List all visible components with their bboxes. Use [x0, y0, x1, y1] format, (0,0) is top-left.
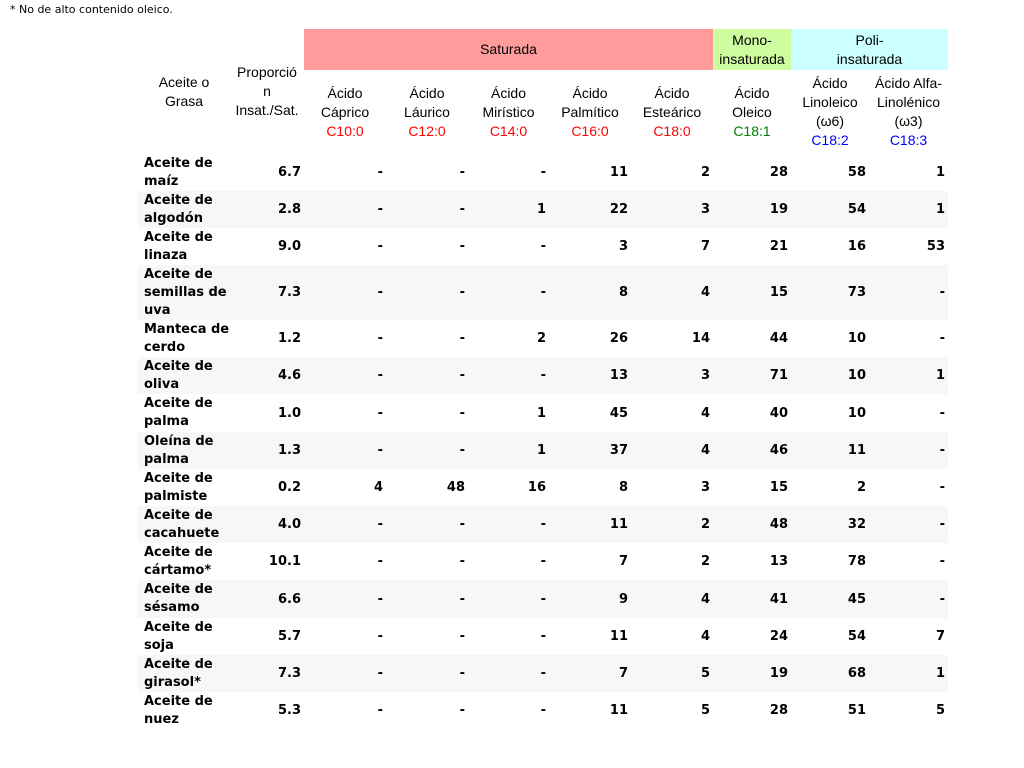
fatty-acid-table: [138, 29, 978, 729]
acid-code: C18:2: [811, 132, 849, 148]
value-cell: 7: [935, 629, 945, 644]
value-cell: 15: [713, 265, 791, 320]
value-cell: -: [304, 655, 386, 692]
value-cell: 2: [856, 480, 866, 495]
ratio-cell: 2.8: [230, 191, 304, 228]
ratio-cell: 0.2: [277, 480, 301, 495]
acid-header-linolenico: Ácido Alfa- Linolénico (ω3) C18:3: [869, 70, 948, 154]
value-cell: 14: [691, 331, 710, 346]
fat-name: Aceite de cártamo*: [144, 544, 213, 578]
fat-name: Aceite de palma: [144, 396, 213, 429]
value-cell: 54: [791, 191, 869, 228]
value-cell: 2: [700, 165, 710, 180]
fat-name: Aceite de girasol*: [138, 655, 230, 692]
value-cell: 2: [700, 554, 710, 569]
blank-cell: [948, 543, 978, 580]
value-cell: 37: [549, 432, 631, 469]
value-cell: 7: [700, 239, 710, 254]
value-cell: -: [459, 239, 465, 254]
blank-cell: [948, 320, 978, 357]
value-cell: 40: [769, 405, 788, 421]
value-cell: -: [869, 432, 948, 469]
blank-cell: [948, 357, 978, 394]
acid-code: C12:0: [408, 122, 446, 139]
value-cell: -: [468, 265, 549, 320]
value-cell: -: [939, 331, 945, 346]
value-cell: 11: [791, 432, 869, 469]
value-cell: 4: [631, 265, 713, 320]
value-cell: -: [377, 703, 383, 718]
value-cell: -: [540, 554, 546, 569]
value-cell: 19: [713, 191, 791, 228]
fat-name: Aceite de palmiste: [144, 470, 213, 504]
value-cell: 1: [869, 357, 948, 394]
acid-code: C16:0: [571, 122, 609, 139]
value-cell: -: [377, 629, 383, 644]
value-cell: 10: [847, 405, 866, 421]
value-cell: 22: [549, 191, 631, 228]
value-cell: 73: [791, 265, 869, 320]
value-cell: -: [869, 506, 948, 543]
table-row: [138, 506, 978, 543]
blank-cell: [948, 394, 978, 432]
poly-group-header: Poli- insaturada: [791, 29, 948, 70]
value-cell: 54: [847, 629, 866, 644]
acid-header-palmitico: Ácido Palmítico C16:0: [549, 70, 631, 154]
value-cell: 2: [631, 506, 713, 543]
value-cell: 1: [869, 655, 948, 692]
value-cell: -: [540, 239, 546, 254]
value-cell: -: [468, 655, 549, 692]
ratio-cell: 4.0: [230, 506, 304, 543]
value-cell: 13: [549, 357, 631, 394]
table-body: [138, 154, 978, 729]
value-cell: 1: [935, 165, 945, 180]
ratio-cell: 4.6: [230, 357, 304, 394]
value-cell: 16: [527, 480, 546, 495]
value-cell: -: [939, 480, 945, 495]
value-cell: -: [377, 165, 383, 180]
value-cell: 10: [791, 357, 869, 394]
blank-header-cell: [948, 70, 978, 154]
table-row: [138, 191, 978, 228]
value-cell: -: [377, 331, 383, 346]
value-cell: -: [386, 191, 468, 228]
value-cell: 5: [935, 703, 945, 718]
value-cell: 32: [791, 506, 869, 543]
value-cell: 48: [446, 480, 465, 495]
value-cell: 4: [700, 629, 710, 644]
acid-code: C14:0: [489, 122, 528, 139]
value-cell: 11: [609, 165, 628, 180]
value-cell: -: [377, 554, 383, 569]
value-cell: -: [386, 265, 468, 320]
value-cell: -: [304, 432, 386, 469]
fat-name: Aceite de maíz: [144, 155, 213, 189]
value-cell: 45: [609, 405, 628, 421]
ratio-cell: 5.3: [277, 703, 301, 718]
value-cell: 3: [700, 480, 710, 495]
ratio-cell: 5.7: [277, 629, 301, 644]
acid-header-linoleico: Ácido Linoleico (ω6) C18:2: [791, 70, 869, 154]
acid-code: C18:0: [653, 122, 691, 139]
acid-header-estearico: Ácido Esteárico C18:0: [631, 70, 713, 154]
acid-header-miristico: Ácido Mirístico C14:0: [468, 70, 549, 154]
value-cell: -: [540, 629, 546, 644]
value-cell: 8: [549, 265, 631, 320]
fat-name: Aceite de sésamo: [138, 580, 230, 618]
blank-cell: [948, 469, 978, 506]
value-cell: 68: [791, 655, 869, 692]
value-cell: -: [540, 165, 546, 180]
fat-column-header: Aceite o Grasa: [158, 73, 210, 109]
blank-cell: [948, 506, 978, 543]
value-cell: 46: [713, 432, 791, 469]
value-cell: 21: [769, 239, 788, 254]
value-cell: -: [386, 432, 468, 469]
value-cell: -: [386, 655, 468, 692]
value-cell: -: [304, 357, 386, 394]
value-cell: -: [459, 331, 465, 346]
value-cell: 2: [536, 331, 546, 346]
table-row: [138, 618, 978, 655]
ratio-column-header: Proporció n Insat./Sat.: [235, 64, 299, 118]
fat-name: Oleína de palma: [138, 432, 230, 469]
acid-code: C10:0: [326, 122, 364, 139]
value-cell: 7: [549, 655, 631, 692]
value-cell: -: [304, 265, 386, 320]
value-cell: 4: [700, 405, 710, 421]
fat-name: Manteca de cerdo: [144, 321, 230, 355]
value-cell: 13: [769, 554, 788, 569]
value-cell: -: [468, 506, 549, 543]
value-cell: -: [459, 703, 465, 718]
value-cell: 44: [769, 331, 788, 346]
blank-header-cell: [948, 29, 978, 70]
acid-header-oleico: Ácido Oleico C18:1: [713, 70, 791, 154]
value-cell: 9: [549, 580, 631, 618]
ratio-cell: 7.3: [230, 655, 304, 692]
value-cell: 1: [536, 405, 546, 421]
value-cell: -: [939, 554, 945, 569]
fat-name: Aceite de soja: [144, 619, 213, 653]
ratio-cell: 9.0: [277, 239, 301, 254]
value-cell: 3: [631, 357, 713, 394]
ratio-cell: 10.1: [268, 554, 301, 569]
value-cell: 15: [769, 480, 788, 495]
value-cell: 11: [609, 703, 628, 718]
value-cell: 24: [769, 629, 788, 644]
blank-cell: [948, 618, 978, 655]
table-row: [138, 692, 978, 729]
value-cell: 28: [769, 165, 788, 180]
value-cell: 11: [549, 506, 631, 543]
table-row: [138, 394, 978, 432]
value-cell: -: [386, 580, 468, 618]
table-row: [138, 265, 978, 320]
table-row: [138, 357, 978, 394]
value-cell: 5: [700, 703, 710, 718]
fat-name: Aceite de semillas de uva: [138, 265, 230, 320]
value-cell: 3: [631, 191, 713, 228]
value-cell: 51: [847, 703, 866, 718]
value-cell: -: [468, 357, 549, 394]
table-row: [138, 469, 978, 506]
value-cell: 4: [373, 480, 383, 495]
mono-group-header: Mono- insaturada: [713, 29, 791, 70]
saturated-group-header: Saturada: [304, 29, 713, 70]
value-cell: -: [459, 629, 465, 644]
value-cell: -: [459, 554, 465, 569]
acid-code: C18:1: [733, 122, 771, 139]
value-cell: 4: [631, 580, 713, 618]
value-cell: 19: [713, 655, 791, 692]
table-row: [138, 228, 978, 265]
value-cell: -: [939, 405, 945, 421]
blank-cell: [948, 580, 978, 618]
blank-cell: [948, 655, 978, 692]
table-row: [138, 580, 978, 618]
table-row: [138, 432, 978, 469]
value-cell: -: [459, 405, 465, 421]
blank-cell: [948, 154, 978, 191]
value-cell: 3: [618, 239, 628, 254]
value-cell: -: [459, 165, 465, 180]
ratio-cell: 1.2: [277, 331, 301, 346]
fat-name: Aceite de oliva: [138, 357, 230, 394]
value-cell: 11: [609, 629, 628, 644]
value-cell: 1: [468, 191, 549, 228]
ratio-cell: 1.0: [277, 405, 301, 421]
value-cell: 78: [847, 554, 866, 569]
table-row: [138, 543, 978, 580]
value-cell: -: [377, 239, 383, 254]
value-cell: -: [386, 506, 468, 543]
value-cell: 41: [713, 580, 791, 618]
value-cell: 1: [468, 432, 549, 469]
fat-name: Aceite de nuez: [144, 693, 213, 727]
ratio-cell: 6.6: [230, 580, 304, 618]
acid-header-caprico: Ácido Cáprico C10:0: [304, 70, 386, 154]
fat-name: Aceite de linaza: [144, 229, 213, 263]
blank-cell: [948, 228, 978, 265]
value-cell: 53: [926, 239, 945, 254]
table-row: [138, 154, 978, 191]
value-cell: 4: [631, 432, 713, 469]
value-cell: -: [468, 580, 549, 618]
value-cell: 58: [847, 165, 866, 180]
value-cell: 10: [847, 331, 866, 346]
value-cell: -: [869, 265, 948, 320]
acid-header-laurico: Ácido Láurico C12:0: [386, 70, 468, 154]
value-cell: 5: [631, 655, 713, 692]
acid-code: C18:3: [889, 132, 928, 148]
footnote: * No de alto contenido oleico.: [10, 3, 173, 16]
value-cell: 16: [847, 239, 866, 254]
value-cell: 28: [769, 703, 788, 718]
value-cell: 1: [869, 191, 948, 228]
value-cell: -: [304, 191, 386, 228]
value-cell: 26: [609, 331, 628, 346]
blank-cell: [948, 265, 978, 320]
value-cell: -: [386, 357, 468, 394]
value-cell: 8: [618, 480, 628, 495]
ratio-cell: 7.3: [230, 265, 304, 320]
table-row: [138, 655, 978, 692]
value-cell: -: [304, 506, 386, 543]
value-cell: -: [377, 405, 383, 421]
fat-name: Aceite de algodón: [138, 191, 230, 228]
blank-cell: [948, 432, 978, 469]
value-cell: 71: [713, 357, 791, 394]
fat-name: Aceite de cacahuete: [138, 506, 230, 543]
value-cell: 48: [713, 506, 791, 543]
value-cell: 45: [791, 580, 869, 618]
value-cell: 7: [618, 554, 628, 569]
blank-cell: [948, 191, 978, 228]
blank-cell: [948, 692, 978, 729]
table-row: [138, 320, 978, 357]
ratio-cell: 6.7: [277, 165, 301, 180]
value-cell: -: [540, 703, 546, 718]
ratio-cell: 1.3: [230, 432, 304, 469]
value-cell: -: [869, 580, 948, 618]
value-cell: -: [304, 580, 386, 618]
